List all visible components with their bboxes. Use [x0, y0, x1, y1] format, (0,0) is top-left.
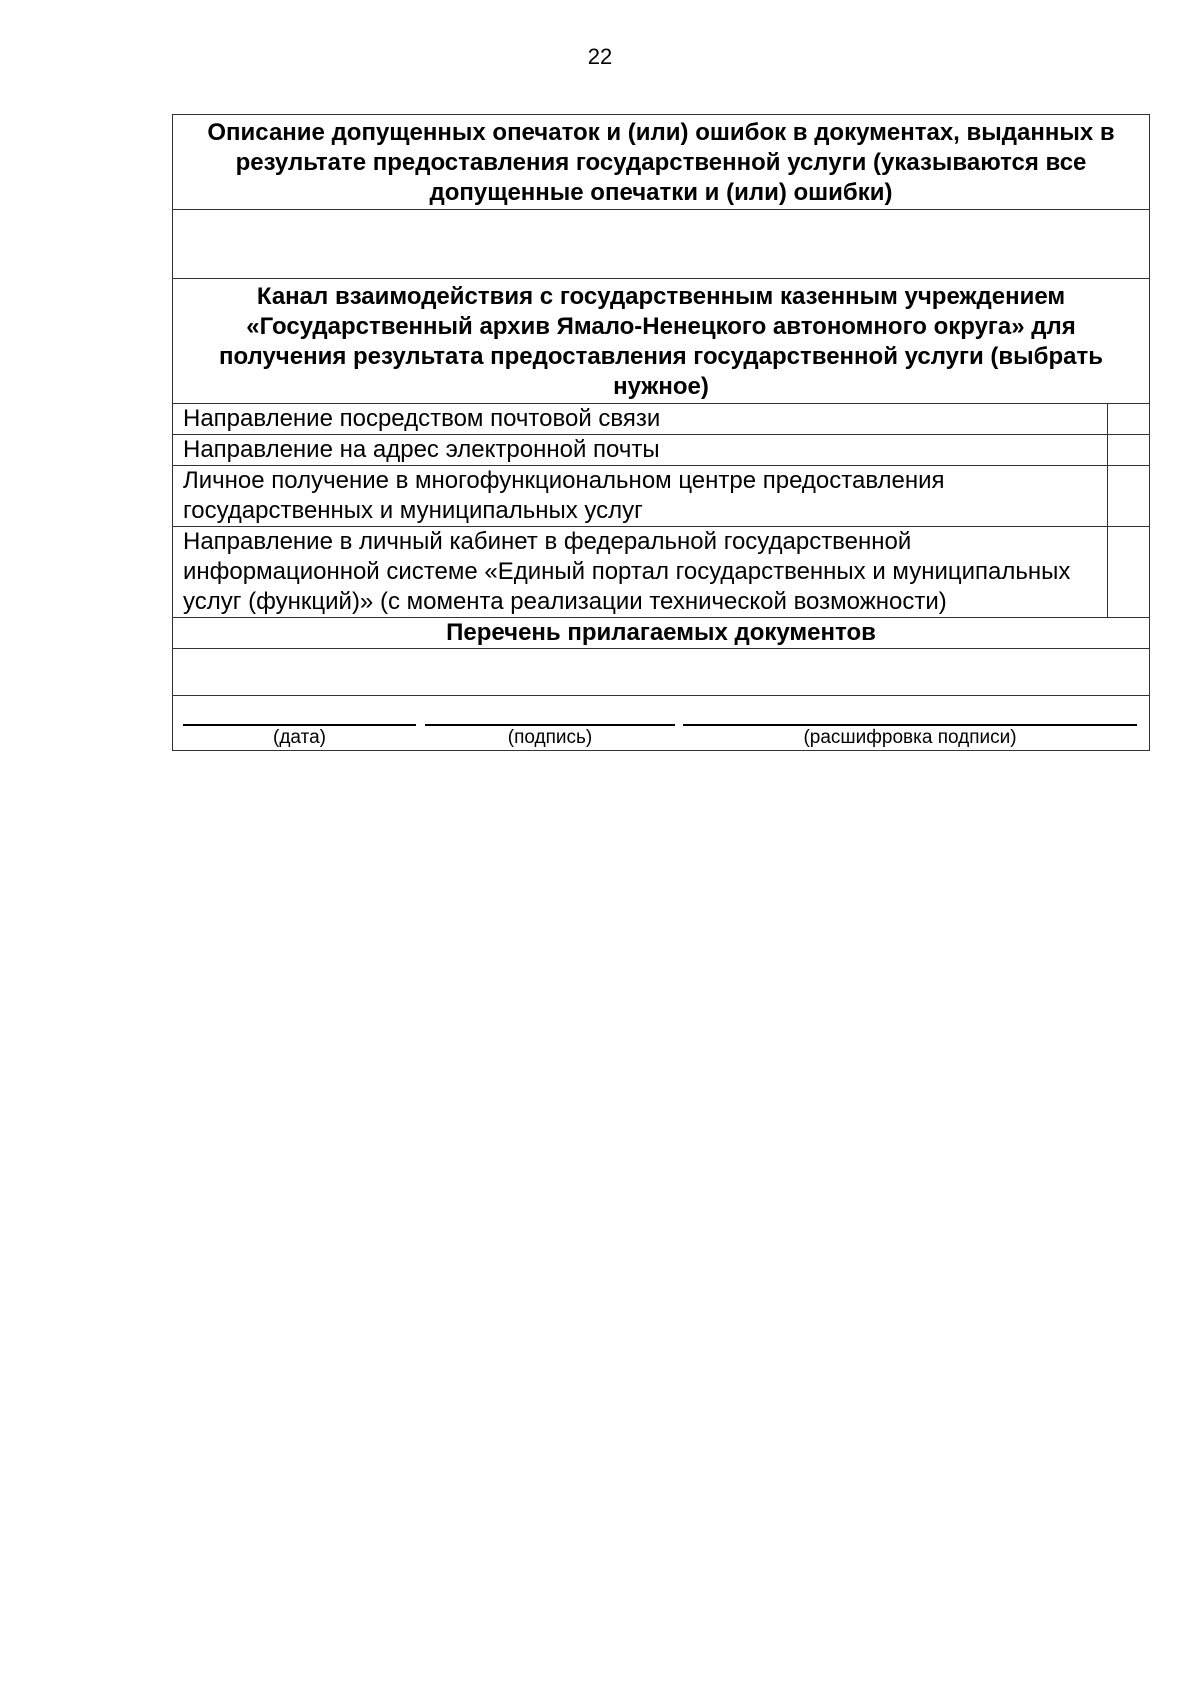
channel-option-row: [173, 404, 1150, 435]
errors-heading-row: [173, 115, 1150, 210]
channel-option-postal: Направление посредством почтовой связи: [173, 404, 1108, 435]
attachments-heading-row: [173, 618, 1150, 649]
channel-heading-row: [173, 279, 1150, 404]
channel-option-row: [173, 527, 1150, 618]
errors-heading: Описание допущенных опечаток и (или) ошибок в документах, выданных в результате предоставления государственной услуги (указываются все допущенные опечатки и (или) ошибки): [173, 115, 1150, 210]
attachments-input-row: [173, 649, 1150, 696]
signature-row: [173, 696, 1150, 751]
channel-heading: Канал взаимодействия с государственным казенным учреждением «Государственный архив Ямало-Ненецкого автономного округа» для получения результата предоставления государственной услуги (выбрать нужное): [173, 279, 1150, 404]
channel-option-portal: Направление в личный кабинет в федеральной государственной информационной системе «Единый портал государственных и муниципальных услуг (функций)» (с момента реализации технической возможности): [173, 527, 1108, 618]
channel-option-mfc: Личное получение в многофункциональном центре предоставления государственных и муниципальных услуг: [173, 466, 1108, 527]
attachments-list-field[interactable]: [173, 649, 1150, 696]
signature-field[interactable]: [425, 724, 675, 750]
channel-option-row: [173, 435, 1150, 466]
channel-option-row: [173, 466, 1150, 527]
errors-description-field[interactable]: [173, 210, 1150, 279]
date-field[interactable]: [183, 724, 416, 750]
application-form-table: [172, 114, 1150, 751]
channel-option-postal-checkbox[interactable]: [1108, 404, 1150, 435]
attachments-heading: Перечень прилагаемых документов: [173, 618, 1150, 649]
date-label: (дата): [273, 727, 326, 748]
page-number: 22: [587, 44, 613, 69]
channel-option-email: Направление на адрес электронной почты: [173, 435, 1108, 466]
channel-option-mfc-checkbox[interactable]: [1108, 466, 1150, 527]
signature-decode-label: (расшифровка подписи): [803, 727, 1017, 748]
signature-label: (подпись): [507, 727, 593, 748]
channel-option-portal-checkbox[interactable]: [1108, 527, 1150, 618]
signature-block: [173, 696, 1150, 751]
errors-input-row: [173, 210, 1150, 279]
channel-option-email-checkbox[interactable]: [1108, 435, 1150, 466]
signature-decode-field[interactable]: [683, 724, 1137, 750]
